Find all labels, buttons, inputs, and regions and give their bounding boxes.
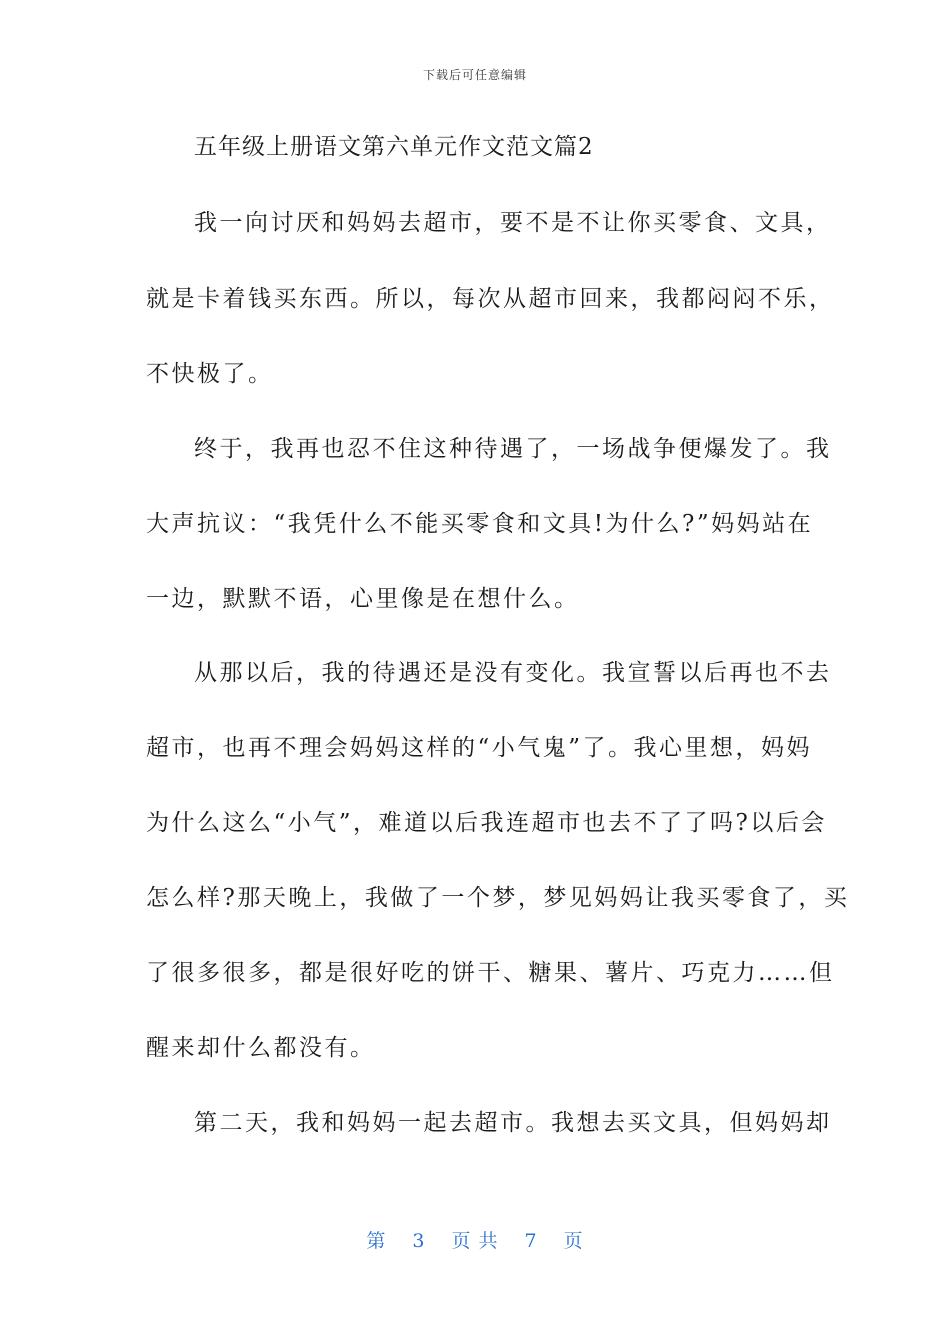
document-title: 五年级上册语文第六单元作文范文篇2: [194, 134, 594, 160]
footer-total-pages: 7: [524, 1230, 538, 1252]
footer-suffix: 页: [563, 1230, 584, 1252]
paragraph-line: 我一向讨厌和妈妈去超市，要不是不让你买零食、文具，: [194, 210, 832, 236]
paragraph-line: 为什么这么“小气”，难道以后我连超市也去不了了吗?以后会: [146, 810, 827, 836]
paragraph-line: 怎么样?那天晚上，我做了一个梦，梦见妈妈让我买零食了，买: [146, 885, 850, 911]
footer-middle: 页 共: [451, 1230, 499, 1252]
page-footer: [0, 1226, 950, 1253]
paragraph-line: 就是卡着钱买东西。所以，每次从超市回来，我都闷闷不乐，: [146, 286, 835, 312]
paragraph-line: 一边，默默不语，心里像是在想什么。: [146, 586, 580, 612]
footer-current-page: 3: [412, 1230, 426, 1252]
paragraph-line: 了很多很多，都是很好吃的饼干、糖果、薯片、巧克力……但: [146, 960, 835, 986]
paragraph-line: 第二天，我和妈妈一起去超市。我想去买文具，但妈妈却: [194, 1110, 832, 1136]
paragraph-line: 不快极了。: [146, 361, 274, 387]
paragraph-line: 从那以后，我的待遇还是没有变化。我宣誓以后再也不去: [194, 660, 832, 686]
paragraph-line: 终于，我再也忍不住这种待遇了，一场战争便爆发了。我: [194, 436, 832, 462]
footer-prefix: 第: [366, 1230, 387, 1252]
page-header: 下载后可任意编辑: [422, 68, 527, 82]
paragraph-line: 醒来却什么都没有。: [146, 1035, 376, 1061]
paragraph-line: 超市，也再不理会妈妈这样的“小气鬼”了。我心里想，妈妈: [146, 735, 813, 761]
paragraph-line: 大声抗议：“我凭什么不能买零食和文具!为什么?”妈妈站在: [146, 511, 814, 537]
